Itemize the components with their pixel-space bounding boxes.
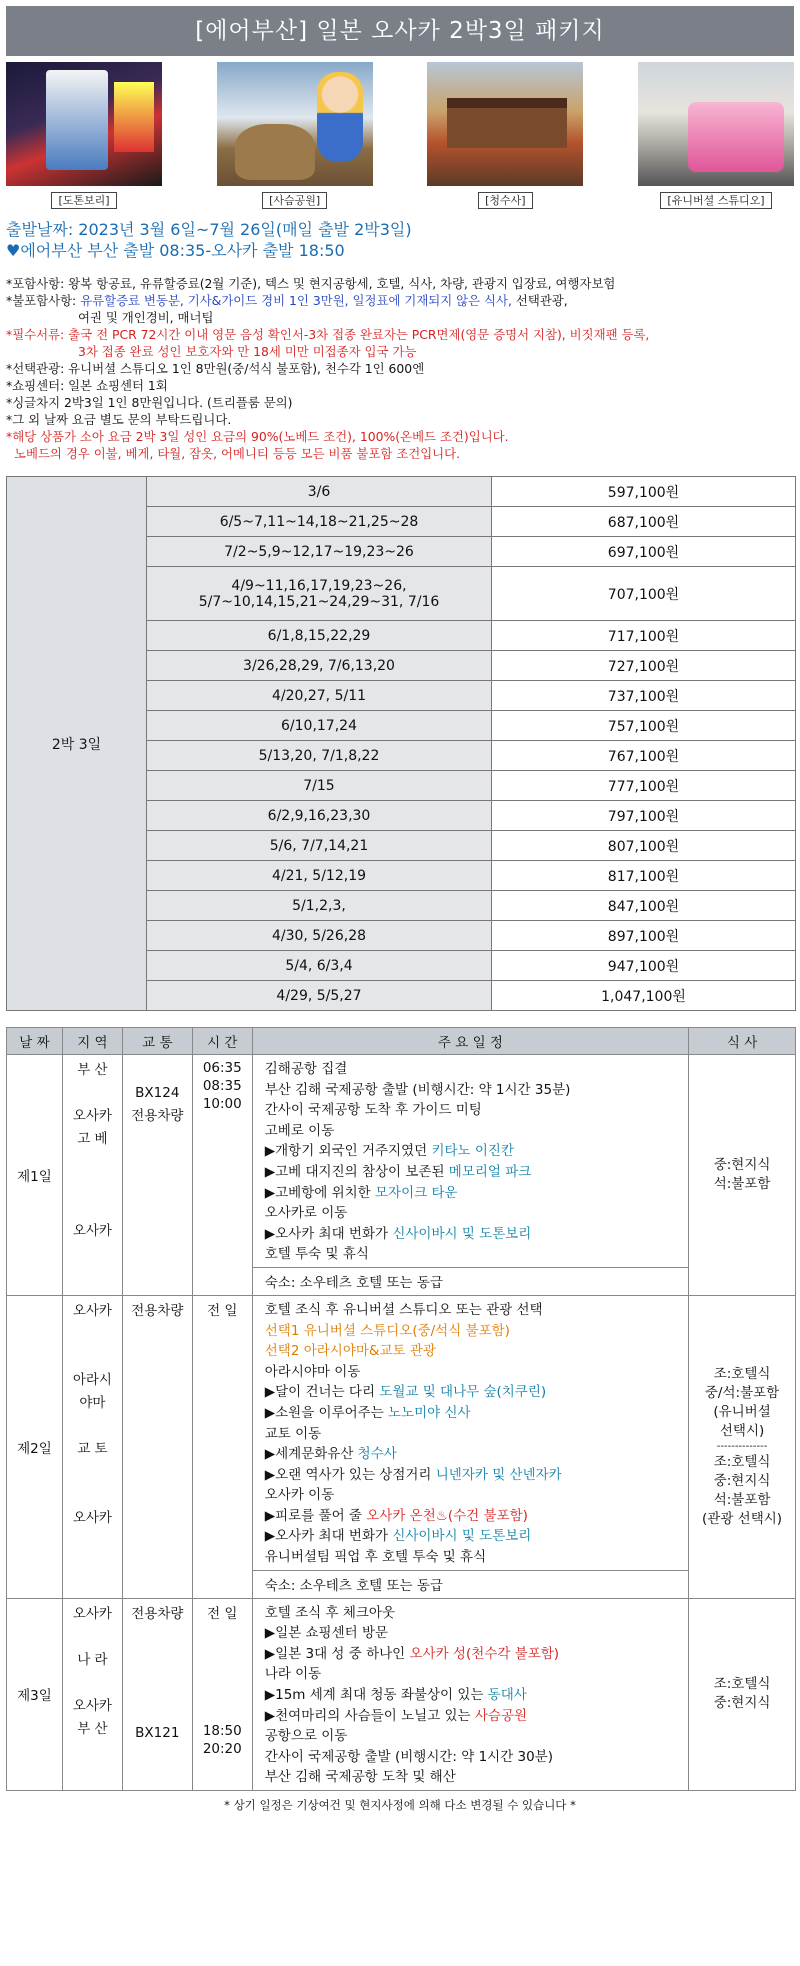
header-region: 지 역 (62, 1028, 122, 1055)
price-dates: 6/2,9,16,23,30 (147, 801, 492, 831)
header-main: 주 요 일 정 (252, 1028, 688, 1055)
price-dates: 4/9~11,16,17,19,23~26, 5/7~10,14,15,21~24,29~31, 7/16 (147, 567, 492, 621)
price-value: 767,100원 (492, 741, 796, 771)
departure-flight: ♥에어부산 부산 출발 08:35-오사카 출발 18:50 (6, 241, 345, 260)
page-title: [에어부산] 일본 오사카 2박3일 패키지 (6, 6, 794, 56)
price-dates: 7/2~5,9~12,17~19,23~26 (147, 537, 492, 567)
price-value: 1,047,100원 (492, 981, 796, 1011)
kiyomizu-photo (427, 62, 583, 186)
header-transport: 교 통 (122, 1028, 192, 1055)
note-other: *그 외 날짜 요금 별도 문의 부탁드립니다. (6, 412, 232, 427)
price-dates: 6/10,17,24 (147, 711, 492, 741)
deer-park-photo (217, 62, 373, 186)
day1-transport: BX124 전용차량 (122, 1055, 192, 1296)
dotonbori-photo (6, 62, 162, 186)
price-table (6, 476, 796, 1011)
day2-meal: 조:호텔식 중/석:불포함 (유니버셜 선택시) -------------- 조:호텔식 중:현지식 석:불포함 (관광 선택시) (689, 1295, 796, 1598)
note-shopping: *쇼핑센터: 일본 쇼핑센터 1회 (6, 378, 168, 393)
price-dates: 5/13,20, 7/1,8,22 (147, 741, 492, 771)
note-child-2: 노베드의 경우 이불, 베게, 타월, 잠옷, 어메니티 등등 모든 비품 불포함 조건입니다. (14, 446, 461, 461)
day3-itinerary: 호텔 조식 후 체크아웃 ▶일본 쇼핑센터 방문 ▶일본 3대 성 중 하나인 오사카 성(천수각 불포함) 나라 이동 ▶15m 세계 최대 청동 좌불상이 있는 동대사 ▶천여마리의 사슴들이 노닐고 있는 사슴공원 공항으로 이동 간사이 국제공항 출발 (비행시간: 약 1시간 30분) 부산 김해 국제공항 도착 및 해산 (252, 1598, 688, 1790)
note-excluded-2: 여권 및 개인경비, 매너팁 (78, 310, 214, 325)
price-dates: 3/26,28,29, 7/6,13,20 (147, 651, 492, 681)
price-value: 687,100원 (492, 507, 796, 537)
price-dates: 4/29, 5/5,27 (147, 981, 492, 1011)
photo-caption: [사슴공원] (262, 192, 327, 209)
departure-dates: 출발날짜: 2023년 3월 6일~7월 26일(매일 출발 2박3일) (6, 220, 412, 239)
note-documents: *필수서류: 출국 전 PCR 72시간 이내 영문 음성 확인서-3차 접종 완료자는 PCR면제(영문 증명서 지참), 비짓재팬 등록, (6, 327, 650, 342)
day1-times: 06:35 08:35 10:00 (192, 1055, 252, 1296)
price-dates: 4/21, 5/12,19 (147, 861, 492, 891)
note-included: *포함사항: 왕복 항공료, 유류할증료(2월 기준), 텍스 및 현지공항세, 호텔, 식사, 차량, 관광지 입장료, 여행자보험 (6, 276, 616, 291)
header-meal: 식 사 (689, 1028, 796, 1055)
day1-itinerary: 김해공항 집결 부산 김해 국제공항 출발 (비행시간: 약 1시간 35분) 간사이 국제공항 도착 후 가이드 미팅 고베로 이동 ▶개항기 외국인 거주지였던 키타노 이진칸 ▶고베 대지진의 참상이 보존된 메모리얼 파크 ▶고베항에 위치한 모자이크 타운 오사카로 이동 ▶오사카 최대 번화가 신사이바시 및 도톤보리 호텔 투숙 및 휴식 (252, 1055, 688, 1268)
note-excluded: *불포함사항: 유류할증료 변동분, 기사&가이드 경비 1인 3만원, 일정표에 기재되지 않은 식사, 선택관광, (6, 293, 568, 308)
price-dates: 7/15 (147, 771, 492, 801)
header-time: 시 간 (192, 1028, 252, 1055)
price-dates: 4/20,27, 5/11 (147, 681, 492, 711)
price-value: 947,100원 (492, 951, 796, 981)
price-value: 707,100원 (492, 567, 796, 621)
price-value: 717,100원 (492, 621, 796, 651)
day1-label: 제1일 (7, 1055, 63, 1296)
day2-transport: 전용차량 (122, 1295, 192, 1598)
day3-label: 제3일 (7, 1598, 63, 1790)
day1-hotel: 숙소: 소우테츠 호텔 또는 동급 (252, 1267, 688, 1295)
photo-caption: [유니버셜 스튜디오] (660, 192, 771, 209)
price-duration-label: 2박 3일 (7, 477, 147, 1011)
schedule-table (6, 1027, 796, 1791)
universal-studio-photo (638, 62, 794, 186)
day2-regions: 오사카 아라시 야마 교 토 오사카 (62, 1295, 122, 1598)
day1-regions: 부 산 오사카 고 베 오사카 (62, 1055, 122, 1296)
price-dates: 4/30, 5/26,28 (147, 921, 492, 951)
price-value: 777,100원 (492, 771, 796, 801)
price-dates: 5/6, 7/7,14,21 (147, 831, 492, 861)
day3-times: 전 일 18:50 20:20 (192, 1598, 252, 1790)
price-value: 817,100원 (492, 861, 796, 891)
photo-strip (6, 62, 794, 186)
price-value: 727,100원 (492, 651, 796, 681)
note-optional: *선택관광: 유니버셜 스튜디오 1인 8만원(중/석식 불포함), 천수각 1인 600엔 (6, 361, 425, 376)
photo-caption: [청수사] (478, 192, 532, 209)
note-child: *해당 상품가 소아 요금 2박 3일 성인 요금의 90%(노베드 조건), 100%(온베드 조건)입니다. (6, 429, 509, 444)
price-value: 697,100원 (492, 537, 796, 567)
header-day: 날 짜 (7, 1028, 63, 1055)
day3-regions: 오사카 나 라 오사카 부 산 (62, 1598, 122, 1790)
day1-meal: 중:현지식 석:불포함 (689, 1055, 796, 1296)
price-value: 757,100원 (492, 711, 796, 741)
note-documents-2: 3차 접종 완료 성인 보호자와 만 18세 미만 미접종자 입국 가능 (78, 344, 417, 359)
price-dates: 3/6 (147, 477, 492, 507)
price-row (7, 477, 796, 507)
day3-transport: 전용차량 BX121 (122, 1598, 192, 1790)
price-value: 897,100원 (492, 921, 796, 951)
price-dates: 6/5~7,11~14,18~21,25~28 (147, 507, 492, 537)
price-dates: 5/4, 6/3,4 (147, 951, 492, 981)
note-single: *싱글차지 2박3일 1인 8만원입니다. (트리플룸 문의) (6, 395, 293, 410)
price-value: 597,100원 (492, 477, 796, 507)
price-value: 797,100원 (492, 801, 796, 831)
day2-label: 제2일 (7, 1295, 63, 1598)
day2-itinerary: 호텔 조식 후 유니버셜 스튜디오 또는 관광 선택 선택1 유니버셜 스튜디오(중/석식 불포함) 선택2 아라시야마&교토 관광 아라시야마 이동 ▶달이 건너는 다리 도월교 및 대나무 숲(치쿠린) ▶소원을 이루어주는 노노미야 신사 교토 이동 ▶세계문화유산 청수사 ▶오랜 역사가 있는 상점거리 니넨자카 및 산넨자카 오사카 이동 ▶피로를 풀어 줄 오사카 온천♨(수건 불포함) ▶오사카 최대 번화가 신사이바시 및 도톤보리 유니버셜팀 픽업 후 호텔 투숙 및 휴식 (252, 1295, 688, 1570)
day3-meal: 조:호텔식 중:현지식 (689, 1598, 796, 1790)
notes-block (6, 275, 794, 462)
price-dates: 5/1,2,3, (147, 891, 492, 921)
photo-caption: [도톤보리] (51, 192, 116, 209)
day2-hotel: 숙소: 소우테츠 호텔 또는 동급 (252, 1570, 688, 1598)
price-value: 737,100원 (492, 681, 796, 711)
price-value: 807,100원 (492, 831, 796, 861)
day2-time: 전 일 (192, 1295, 252, 1598)
footer-note: * 상기 일정은 기상여건 및 현지사정에 의해 다소 변경될 수 있습니다 * (224, 1798, 576, 1812)
price-value: 847,100원 (492, 891, 796, 921)
price-dates: 6/1,8,15,22,29 (147, 621, 492, 651)
